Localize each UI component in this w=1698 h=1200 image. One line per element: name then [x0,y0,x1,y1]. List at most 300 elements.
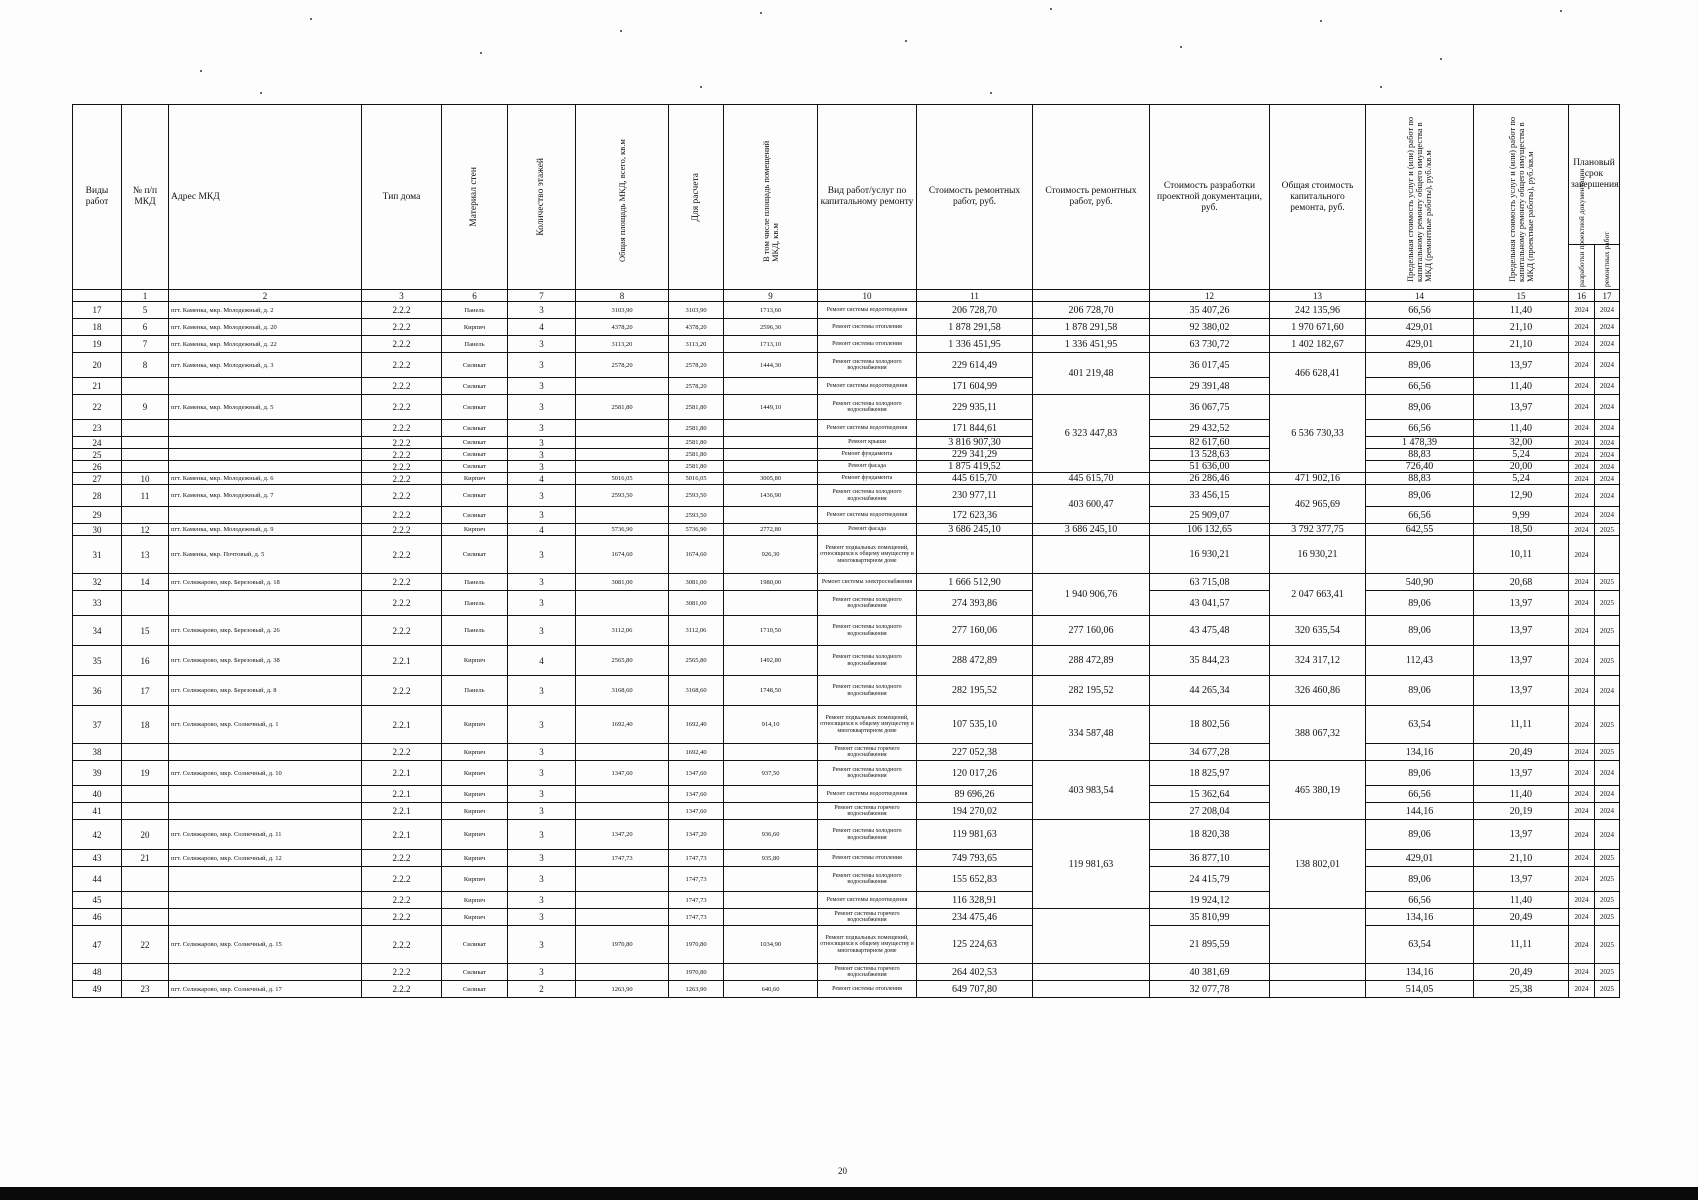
cell-total-area: 4378,20 [576,319,669,336]
scan-speck [1560,10,1562,12]
table-row [73,981,1620,998]
cell-house-type: 2.2.2 [362,964,442,981]
cell-repair-cost-total [1033,964,1150,981]
cell-calc-area: 3081,00 [669,574,724,591]
cell-term-repair: 2025 [1595,867,1620,892]
cell-term-design: 2024 [1569,449,1595,461]
col-term-design [1569,168,1595,290]
cell-term-repair: 2024 [1595,803,1620,820]
cell-address: пгт. Селижарово, мкр. Березовый, д. 38 [169,646,362,676]
cell-mkd-number: 23 [122,981,169,998]
cell-row-number: 43 [73,850,122,867]
cell-term-repair: 2024 [1595,378,1620,395]
cell-total-area [576,378,669,395]
cell-calc-area: 1747,73 [669,867,724,892]
cell-limit-repair: 89,06 [1366,616,1474,646]
cell-limit-design: 13,97 [1474,616,1569,646]
cell-mkd-number: 12 [122,524,169,536]
cell-repair-cost: 171 604,99 [917,378,1033,395]
col-floors [508,105,576,290]
cell-limit-repair: 66,56 [1366,420,1474,437]
cell-residential-area: 1449,10 [724,395,818,420]
cell-term-repair: 2025 [1595,591,1620,616]
cell-repair-cost-total [1033,981,1150,998]
cell-address [169,803,362,820]
cell-residential-area: 1492,80 [724,646,818,676]
cell-mkd-number: 6 [122,319,169,336]
cell-residential-area [724,867,818,892]
cell-mkd-number: 5 [122,302,169,319]
cell-work-type: Ремонт системы водоотведения [818,892,917,909]
scan-speck [200,70,202,72]
cell-repair-cost: 229 935,11 [917,395,1033,420]
cell-repair-cost: 194 270,02 [917,803,1033,820]
cell-repair-cost-total: 288 472,89 [1033,646,1150,676]
cell-wall-material: Силикат [442,926,508,964]
cell-floors: 4 [508,319,576,336]
cell-house-type: 2.2.2 [362,485,442,507]
cell-row-number: 46 [73,909,122,926]
cell-house-type: 2.2.1 [362,761,442,786]
table-row [73,395,1620,420]
cell-term-design: 2024 [1569,437,1595,449]
table-row [73,574,1620,591]
cell-wall-material: Кирпич [442,473,508,485]
cell-house-type: 2.2.1 [362,803,442,820]
cell-residential-area: 3005,80 [724,473,818,485]
cell-address: пгт. Каменка, мкр. Молодежный, д. 5 [169,395,362,420]
cell-mkd-number: 21 [122,850,169,867]
cell-residential-area [724,892,818,909]
cell-repair-cost-total: 1 336 451,95 [1033,336,1150,353]
cell-house-type: 2.2.2 [362,302,442,319]
cell-floors: 3 [508,437,576,449]
cell-limit-repair: 89,06 [1366,395,1474,420]
cell-limit-repair: 66,56 [1366,302,1474,319]
table-row [73,926,1620,964]
cell-design-cost: 24 415,79 [1150,867,1270,892]
cell-limit-repair: 726,40 [1366,461,1474,473]
cell-term-design: 2024 [1569,473,1595,485]
cell-repair-cost: 264 402,53 [917,964,1033,981]
cell-repair-cost-total: 3 686 245,10 [1033,524,1150,536]
cell-limit-repair: 66,56 [1366,378,1474,395]
column-number: 12 [1150,290,1270,302]
cell-total-area: 1674,60 [576,536,669,574]
cell-residential-area: 1444,30 [724,353,818,378]
cell-address [169,449,362,461]
cell-wall-material: Силикат [442,395,508,420]
table-row [73,353,1620,378]
cell-term-repair: 2024 [1595,676,1620,706]
cell-calc-area: 3112,06 [669,616,724,646]
cell-term-design: 2024 [1569,926,1595,964]
cell-repair-cost: 288 472,89 [917,646,1033,676]
cell-wall-material: Кирпич [442,850,508,867]
cell-address [169,437,362,449]
cell-house-type: 2.2.2 [362,378,442,395]
cell-calc-area: 2581,80 [669,437,724,449]
cell-total-cost: 320 635,54 [1270,616,1366,646]
cell-term-repair: 2025 [1595,892,1620,909]
cell-mkd-number: 19 [122,761,169,786]
cell-term-design: 2024 [1569,378,1595,395]
cell-mkd-number: 18 [122,706,169,744]
cell-house-type: 2.2.1 [362,786,442,803]
cell-house-type: 2.2.1 [362,646,442,676]
cell-term-repair: 2025 [1595,981,1620,998]
cell-mkd-number: 14 [122,574,169,591]
cell-residential-area [724,420,818,437]
cell-repair-cost [917,536,1033,574]
cell-residential-area: 2772,80 [724,524,818,536]
cell-row-number: 34 [73,616,122,646]
col-work-type: Вид работ/услуг по капитальному ремонту [818,105,917,290]
cell-limit-design: 11,40 [1474,892,1569,909]
cell-limit-design: 13,97 [1474,676,1569,706]
cell-total-area [576,591,669,616]
cell-repair-cost: 1 666 512,90 [917,574,1033,591]
cell-limit-design: 11,40 [1474,378,1569,395]
cell-term-design: 2024 [1569,302,1595,319]
cell-floors: 3 [508,574,576,591]
col-wall-material [442,105,508,290]
cell-work-type: Ремонт системы отопления [818,850,917,867]
col-residential-area-label: В том числе площадь помещений МКД, кв.м [760,140,780,262]
cell-house-type: 2.2.2 [362,461,442,473]
cell-wall-material: Кирпич [442,319,508,336]
cell-work-type: Ремонт фундамента [818,449,917,461]
cell-total-area [576,892,669,909]
cell-term-design: 2024 [1569,524,1595,536]
cell-design-cost: 106 132,65 [1150,524,1270,536]
cell-design-cost: 26 286,46 [1150,473,1270,485]
cell-design-cost: 13 528,63 [1150,449,1270,461]
cell-wall-material: Панель [442,336,508,353]
cell-term-repair: 2025 [1595,524,1620,536]
cell-row-number: 23 [73,420,122,437]
cell-repair-cost-total: 403 983,54 [1033,761,1150,820]
cell-house-type: 2.2.2 [362,867,442,892]
cell-floors: 3 [508,867,576,892]
cell-residential-area: 1436,90 [724,485,818,507]
cell-design-cost: 34 677,28 [1150,744,1270,761]
col-limit-repair [1366,105,1474,290]
cell-term-repair: 2025 [1595,850,1620,867]
cell-floors: 3 [508,395,576,420]
cell-wall-material: Кирпич [442,744,508,761]
cell-limit-design: 20,49 [1474,744,1569,761]
cell-floors: 4 [508,524,576,536]
cell-floors: 3 [508,302,576,319]
cell-limit-repair: 66,56 [1366,892,1474,909]
cell-design-cost: 16 930,21 [1150,536,1270,574]
cell-row-number: 36 [73,676,122,706]
cell-term-repair: 2025 [1595,706,1620,744]
cell-calc-area: 2578,20 [669,353,724,378]
cell-row-number: 30 [73,524,122,536]
cell-address [169,867,362,892]
cell-calc-area: 2581,80 [669,420,724,437]
cell-repair-cost: 274 393,86 [917,591,1033,616]
cell-repair-cost: 171 844,61 [917,420,1033,437]
cell-limit-repair: 66,56 [1366,507,1474,524]
cell-row-number: 31 [73,536,122,574]
cell-repair-cost: 277 160,06 [917,616,1033,646]
table-row [73,761,1620,786]
cell-calc-area: 2565,80 [669,646,724,676]
cell-repair-cost-total: 403 600,47 [1033,485,1150,524]
cell-term-repair: 2024 [1595,461,1620,473]
cell-term-design: 2024 [1569,461,1595,473]
cell-total-area [576,461,669,473]
cell-address: пгт. Селижарово, мкр. Березовый, д. 26 [169,616,362,646]
cell-address: пгт. Каменка, мкр. Молодежный, д. 7 [169,485,362,507]
cell-repair-cost: 125 224,63 [917,926,1033,964]
cell-floors: 3 [508,706,576,744]
cell-mkd-number [122,803,169,820]
cell-address: пгт. Селижарово, мкр. Березовый, д. 8 [169,676,362,706]
scan-speck [1380,86,1382,88]
cell-wall-material: Кирпич [442,867,508,892]
cell-mkd-number [122,378,169,395]
cell-design-cost: 29 391,48 [1150,378,1270,395]
cell-term-design: 2024 [1569,786,1595,803]
cell-row-number: 37 [73,706,122,744]
cell-house-type: 2.2.2 [362,744,442,761]
cell-limit-repair: 134,16 [1366,964,1474,981]
cell-work-type: Ремонт системы холодного водоснабжения [818,646,917,676]
cell-limit-design: 21,10 [1474,336,1569,353]
cell-term-repair: 2024 [1595,395,1620,420]
cell-work-type: Ремонт системы холодного водоснабжения [818,485,917,507]
cell-floors: 3 [508,353,576,378]
cell-design-cost: 63 715,08 [1150,574,1270,591]
scan-speck [620,30,622,32]
column-number: 3 [362,290,442,302]
cell-limit-repair: 112,43 [1366,646,1474,676]
cell-limit-design: 20,68 [1474,574,1569,591]
cell-address: пгт. Селижарово, мкр. Солнечный, д. 15 [169,926,362,964]
cell-repair-cost: 749 793,65 [917,850,1033,867]
cell-repair-cost-total: 1 878 291,58 [1033,319,1150,336]
cell-row-number: 35 [73,646,122,676]
cell-calc-area: 1692,40 [669,706,724,744]
cell-repair-cost: 107 535,10 [917,706,1033,744]
cell-calc-area: 1692,40 [669,744,724,761]
cell-term-repair: 2025 [1595,926,1620,964]
cell-calc-area: 1347,20 [669,820,724,850]
cell-floors: 3 [508,449,576,461]
cell-mkd-number [122,867,169,892]
cell-repair-cost: 649 707,80 [917,981,1033,998]
cell-floors: 3 [508,378,576,395]
cell-address [169,461,362,473]
cell-row-number: 20 [73,353,122,378]
table-body [73,302,1620,998]
table-row [73,536,1620,574]
cell-term-design: 2024 [1569,981,1595,998]
cell-term-repair: 2024 [1595,353,1620,378]
cell-design-cost: 82 617,60 [1150,437,1270,449]
cell-total-cost [1270,909,1366,964]
cell-work-type: Ремонт системы водоотведения [818,378,917,395]
cell-work-type: Ремонт подвальных помещений, относящихся к общему имуществу в многоквартирном доме [818,926,917,964]
cell-work-type: Ремонт системы водоотведения [818,420,917,437]
cell-house-type: 2.2.2 [362,437,442,449]
cell-total-area: 3081,00 [576,574,669,591]
cell-house-type: 2.2.2 [362,336,442,353]
cell-house-type: 2.2.2 [362,926,442,964]
cell-wall-material: Силикат [442,461,508,473]
cell-limit-design: 9,99 [1474,507,1569,524]
cell-mkd-number [122,437,169,449]
cell-design-cost: 35 810,99 [1150,909,1270,926]
cell-term-design: 2024 [1569,706,1595,744]
cell-design-cost: 21 895,59 [1150,926,1270,964]
cell-total-area: 3112,06 [576,616,669,646]
scan-speck [700,86,702,88]
cell-address [169,591,362,616]
cell-total-area: 1747,73 [576,850,669,867]
cell-row-number: 25 [73,449,122,461]
cell-residential-area: 640,60 [724,981,818,998]
cell-mkd-number [122,909,169,926]
cell-repair-cost-total: 401 219,48 [1033,353,1150,395]
cell-work-type: Ремонт фундамента [818,473,917,485]
cell-total-cost: 16 930,21 [1270,536,1366,574]
cell-residential-area [724,378,818,395]
cell-work-type: Ремонт системы электроснабжения [818,574,917,591]
cell-calc-area: 2593,50 [669,485,724,507]
cell-calc-area: 1347,60 [669,803,724,820]
cell-repair-cost-total [1033,909,1150,964]
col-limit-repair-label: Предельная стоимость услуг и (или) работ по капитальному ремонту общего имущества в МКД (ремонтные работы), руб./кв.м [1405,116,1433,282]
cell-floors: 3 [508,744,576,761]
register-sheet [72,104,1619,998]
cell-limit-design: 11,40 [1474,302,1569,319]
cell-mkd-number [122,449,169,461]
cell-limit-repair: 642,55 [1366,524,1474,536]
cell-address [169,786,362,803]
table-row [73,744,1620,761]
cell-row-number: 18 [73,319,122,336]
cell-limit-design: 20,19 [1474,803,1569,820]
col-residential-area [724,105,818,290]
cell-limit-design: 18,50 [1474,524,1569,536]
cell-wall-material: Кирпич [442,786,508,803]
cell-limit-design: 11,40 [1474,786,1569,803]
cell-work-type: Ремонт подвальных помещений, относящихся к общему имуществу в многоквартирном доме [818,706,917,744]
cell-design-cost: 18 825,97 [1150,761,1270,786]
cell-limit-design: 11,11 [1474,706,1569,744]
cell-house-type: 2.2.1 [362,706,442,744]
cell-term-repair: 2024 [1595,319,1620,336]
cell-house-type: 2.2.2 [362,395,442,420]
cell-house-type: 2.2.2 [362,536,442,574]
cell-calc-area: 3113,20 [669,336,724,353]
cell-calc-area: 1674,60 [669,536,724,574]
cell-mkd-number [122,892,169,909]
cell-limit-design: 32,00 [1474,437,1569,449]
col-repair-cost-2: Стоимость ремонтных работ, руб. [1033,105,1150,290]
cell-repair-cost-total [1033,536,1150,574]
col-planned-term: Плановый срок завершения [1569,105,1620,245]
cell-floors: 3 [508,803,576,820]
cell-address: пгт. Селижарово, мкр. Солнечный, д. 11 [169,820,362,850]
cell-work-type: Ремонт крыши [818,437,917,449]
cell-address: пгт. Каменка, мкр. Молодежный, д. 20 [169,319,362,336]
cell-house-type: 2.2.2 [362,524,442,536]
scan-speck [480,52,482,54]
table-row [73,706,1620,744]
cell-row-number: 33 [73,591,122,616]
cell-term-design: 2024 [1569,803,1595,820]
cell-repair-cost: 230 977,11 [917,485,1033,507]
cell-design-cost: 36 877,10 [1150,850,1270,867]
cell-row-number: 32 [73,574,122,591]
cell-total-area [576,803,669,820]
cell-house-type: 2.2.2 [362,507,442,524]
cell-wall-material: Силикат [442,981,508,998]
cell-work-type: Ремонт системы водоотведения [818,507,917,524]
cell-residential-area [724,744,818,761]
cell-row-number: 29 [73,507,122,524]
cell-limit-repair: 63,54 [1366,706,1474,744]
cell-mkd-number [122,744,169,761]
cell-wall-material: Панель [442,591,508,616]
col-design-cost: Стоимость разработки проектной документации, руб. [1150,105,1270,290]
cell-house-type: 2.2.2 [362,850,442,867]
cell-work-type: Ремонт фасада [818,524,917,536]
cell-total-area: 1347,20 [576,820,669,850]
cell-floors: 3 [508,676,576,706]
cell-house-type: 2.2.2 [362,449,442,461]
cell-repair-cost: 3 686 245,10 [917,524,1033,536]
table-row [73,420,1620,437]
cell-floors: 3 [508,820,576,850]
cell-residential-area: 2596,30 [724,319,818,336]
cell-total-cost: 1 402 182,67 [1270,336,1366,353]
cell-limit-design: 21,10 [1474,850,1569,867]
cell-row-number: 26 [73,461,122,473]
cell-calc-area: 3103,90 [669,302,724,319]
cell-limit-repair: 89,06 [1366,761,1474,786]
cell-wall-material: Кирпич [442,761,508,786]
scan-speck [1050,8,1052,10]
cell-floors: 2 [508,981,576,998]
table-row [73,336,1620,353]
cell-floors: 3 [508,964,576,981]
cell-mkd-number: 20 [122,820,169,850]
cell-address: пгт. Каменка, мкр. Молодежный, д. 3 [169,353,362,378]
cell-limit-repair: 89,06 [1366,485,1474,507]
cell-design-cost: 33 456,15 [1150,485,1270,507]
cell-calc-area: 3081,00 [669,591,724,616]
cell-house-type: 2.2.2 [362,574,442,591]
cell-work-type: Ремонт системы холодного водоснабжения [818,676,917,706]
column-number: 8 [576,290,669,302]
cell-mkd-number: 17 [122,676,169,706]
cell-limit-repair: 134,16 [1366,909,1474,926]
cell-mkd-number: 13 [122,536,169,574]
table-row [73,507,1620,524]
cell-limit-design: 5,24 [1474,473,1569,485]
cell-repair-cost: 227 052,38 [917,744,1033,761]
cell-residential-area [724,964,818,981]
cell-floors: 4 [508,646,576,676]
col-work-kind: Виды работ [73,105,122,290]
